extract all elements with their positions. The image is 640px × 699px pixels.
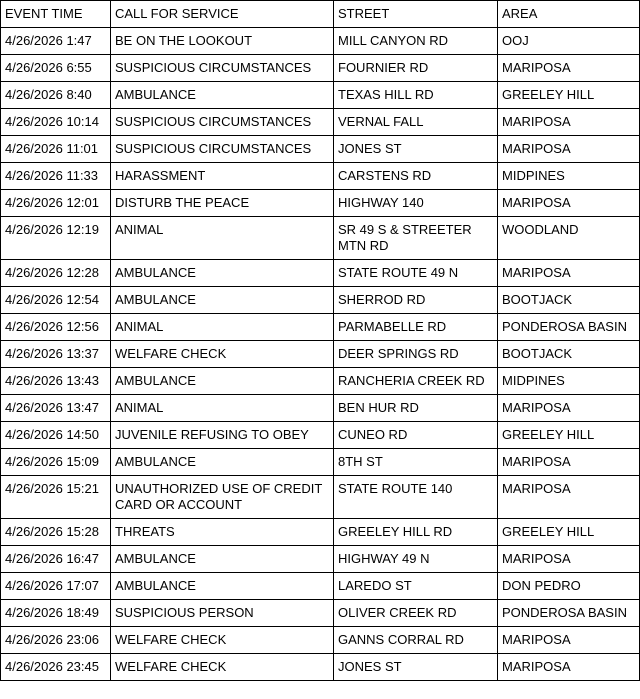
area-cell: PONDEROSA BASIN	[498, 314, 640, 341]
area-cell: MARIPOSA	[498, 394, 640, 421]
event-time-cell: 4/26/2026 11:33	[1, 162, 111, 189]
call-for-service-cell: AMBULANCE	[111, 81, 334, 108]
street-cell: HIGHWAY 140	[334, 189, 498, 216]
event-time-cell: 4/26/2026 13:43	[1, 368, 111, 395]
table-row	[1, 135, 640, 162]
call-for-service-cell: UNAUTHORIZED USE OF CREDIT CARD OR ACCOUNT	[111, 475, 334, 518]
area-cell: MIDPINES	[498, 162, 640, 189]
street-cell: OLIVER CREEK RD	[334, 600, 498, 627]
area-cell: MARIPOSA	[498, 260, 640, 287]
call-for-service-cell: AMBULANCE	[111, 287, 334, 314]
event-time-cell: 4/26/2026 13:37	[1, 341, 111, 368]
street-cell: SR 49 S & STREETER MTN RD	[334, 216, 498, 259]
call-for-service-cell: SUSPICIOUS CIRCUMSTANCES	[111, 54, 334, 81]
street-cell: STATE ROUTE 140	[334, 475, 498, 518]
table-row	[1, 627, 640, 654]
area-cell: PONDEROSA BASIN	[498, 600, 640, 627]
table-row	[1, 519, 640, 546]
call-for-service-cell: AMBULANCE	[111, 260, 334, 287]
table-row	[1, 546, 640, 573]
area-cell: MARIPOSA	[498, 475, 640, 518]
call-for-service-cell: AMBULANCE	[111, 546, 334, 573]
call-for-service-cell: WELFARE CHECK	[111, 341, 334, 368]
event-time-cell: 4/26/2026 12:19	[1, 216, 111, 259]
street-cell: JONES ST	[334, 654, 498, 681]
area-cell: MARIPOSA	[498, 654, 640, 681]
call-for-service-cell: AMBULANCE	[111, 368, 334, 395]
call-for-service-cell: HARASSMENT	[111, 162, 334, 189]
header-row	[1, 1, 640, 28]
event-time-cell: 4/26/2026 6:55	[1, 54, 111, 81]
street-cell: GANNS CORRAL RD	[334, 627, 498, 654]
call-for-service-cell: ANIMAL	[111, 394, 334, 421]
event-time-cell: 4/26/2026 13:47	[1, 394, 111, 421]
area-cell: GREELEY HILL	[498, 519, 640, 546]
table-row	[1, 654, 640, 681]
call-for-service-cell: JUVENILE REFUSING TO OBEY	[111, 421, 334, 448]
header-area: AREA	[498, 1, 640, 28]
table-row	[1, 448, 640, 475]
area-cell: GREELEY HILL	[498, 421, 640, 448]
table-row	[1, 216, 640, 259]
table-row	[1, 27, 640, 54]
area-cell: MARIPOSA	[498, 108, 640, 135]
street-cell: BEN HUR RD	[334, 394, 498, 421]
header-call-for-service: CALL FOR SERVICE	[111, 1, 334, 28]
street-cell: STATE ROUTE 49 N	[334, 260, 498, 287]
table-row	[1, 162, 640, 189]
call-for-service-cell: WELFARE CHECK	[111, 627, 334, 654]
call-for-service-cell: SUSPICIOUS CIRCUMSTANCES	[111, 135, 334, 162]
event-time-cell: 4/26/2026 1:47	[1, 27, 111, 54]
table-row	[1, 421, 640, 448]
table-body	[1, 27, 640, 680]
table-row	[1, 341, 640, 368]
table-row	[1, 475, 640, 518]
street-cell: SHERROD RD	[334, 287, 498, 314]
event-time-cell: 4/26/2026 18:49	[1, 600, 111, 627]
header-street: STREET	[334, 1, 498, 28]
area-cell: MARIPOSA	[498, 448, 640, 475]
area-cell: MIDPINES	[498, 368, 640, 395]
table-header	[1, 1, 640, 28]
table-row	[1, 108, 640, 135]
call-for-service-cell: SUSPICIOUS PERSON	[111, 600, 334, 627]
event-time-cell: 4/26/2026 11:01	[1, 135, 111, 162]
event-time-cell: 4/26/2026 12:54	[1, 287, 111, 314]
table-row	[1, 314, 640, 341]
call-for-service-cell: ANIMAL	[111, 216, 334, 259]
area-cell: MARIPOSA	[498, 627, 640, 654]
table-row	[1, 573, 640, 600]
area-cell: MARIPOSA	[498, 546, 640, 573]
event-time-cell: 4/26/2026 8:40	[1, 81, 111, 108]
table-row	[1, 81, 640, 108]
area-cell: OOJ	[498, 27, 640, 54]
street-cell: CUNEO RD	[334, 421, 498, 448]
street-cell: GREELEY HILL RD	[334, 519, 498, 546]
street-cell: LAREDO ST	[334, 573, 498, 600]
area-cell: WOODLAND	[498, 216, 640, 259]
street-cell: JONES ST	[334, 135, 498, 162]
event-time-cell: 4/26/2026 16:47	[1, 546, 111, 573]
area-cell: GREELEY HILL	[498, 81, 640, 108]
table-row	[1, 600, 640, 627]
event-time-cell: 4/26/2026 12:56	[1, 314, 111, 341]
table-row	[1, 260, 640, 287]
event-time-cell: 4/26/2026 12:28	[1, 260, 111, 287]
area-cell: BOOTJACK	[498, 287, 640, 314]
call-for-service-cell: THREATS	[111, 519, 334, 546]
area-cell: BOOTJACK	[498, 341, 640, 368]
street-cell: VERNAL FALL	[334, 108, 498, 135]
event-time-cell: 4/26/2026 17:07	[1, 573, 111, 600]
call-for-service-cell: SUSPICIOUS CIRCUMSTANCES	[111, 108, 334, 135]
street-cell: 8TH ST	[334, 448, 498, 475]
table-row	[1, 287, 640, 314]
event-time-cell: 4/26/2026 15:28	[1, 519, 111, 546]
street-cell: RANCHERIA CREEK RD	[334, 368, 498, 395]
event-time-cell: 4/26/2026 23:06	[1, 627, 111, 654]
event-time-cell: 4/26/2026 15:09	[1, 448, 111, 475]
table-row	[1, 54, 640, 81]
street-cell: FOURNIER RD	[334, 54, 498, 81]
area-cell: MARIPOSA	[498, 189, 640, 216]
area-cell: MARIPOSA	[498, 135, 640, 162]
street-cell: DEER SPRINGS RD	[334, 341, 498, 368]
call-for-service-cell: BE ON THE LOOKOUT	[111, 27, 334, 54]
call-for-service-cell: WELFARE CHECK	[111, 654, 334, 681]
street-cell: TEXAS HILL RD	[334, 81, 498, 108]
event-time-cell: 4/26/2026 14:50	[1, 421, 111, 448]
call-for-service-cell: AMBULANCE	[111, 573, 334, 600]
table-row	[1, 394, 640, 421]
table-row	[1, 189, 640, 216]
area-cell: MARIPOSA	[498, 54, 640, 81]
street-cell: MILL CANYON RD	[334, 27, 498, 54]
street-cell: CARSTENS RD	[334, 162, 498, 189]
event-time-cell: 4/26/2026 15:21	[1, 475, 111, 518]
event-time-cell: 4/26/2026 23:45	[1, 654, 111, 681]
event-time-cell: 4/26/2026 12:01	[1, 189, 111, 216]
call-for-service-cell: ANIMAL	[111, 314, 334, 341]
table-row	[1, 368, 640, 395]
street-cell: PARMABELLE RD	[334, 314, 498, 341]
call-for-service-cell: AMBULANCE	[111, 448, 334, 475]
event-time-cell: 4/26/2026 10:14	[1, 108, 111, 135]
header-event-time: EVENT TIME	[1, 1, 111, 28]
street-cell: HIGHWAY 49 N	[334, 546, 498, 573]
call-for-service-cell: DISTURB THE PEACE	[111, 189, 334, 216]
area-cell: DON PEDRO	[498, 573, 640, 600]
